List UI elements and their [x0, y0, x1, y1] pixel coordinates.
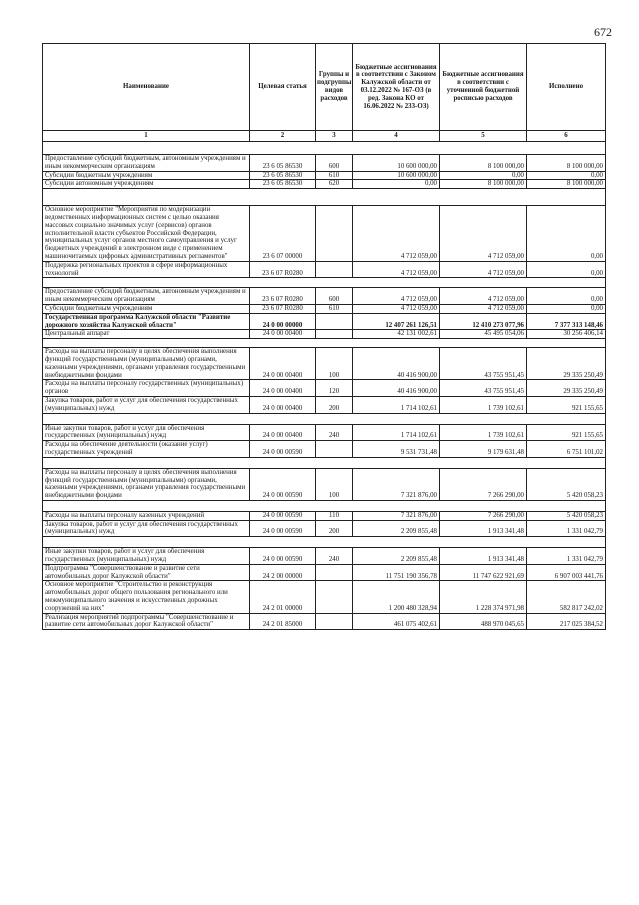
cell-refined: 1 739 102,61 [440, 396, 527, 413]
cell-executed: 1 331 042,79 [527, 520, 606, 537]
cell-name: Расходы на выплаты персоналу государственных (муниципальных) органов [43, 380, 250, 397]
cell-executed: 0,00 [527, 171, 606, 180]
table-row [43, 288, 606, 305]
cell-law: 4 712 059,00 [353, 261, 440, 278]
cell-law: 7 321 876,00 [353, 468, 440, 500]
cell-refined: 45 495 054,06 [440, 330, 527, 339]
cell-refined: 1 228 374 971,98 [440, 581, 527, 613]
cell-executed: 8 100 000,00 [527, 180, 606, 189]
spacer-row [43, 278, 606, 288]
cell-group: 200 [316, 396, 353, 413]
cell-executed: 29 335 250,49 [527, 380, 606, 397]
cell-refined: 43 755 951,45 [440, 380, 527, 397]
cell-group [316, 581, 353, 613]
cell-article: 24 2 01 00000 [250, 581, 316, 613]
cell-article: 24 0 00 00400 [250, 380, 316, 397]
cell-refined: 488 970 045,65 [440, 613, 527, 630]
page-number: 672 [594, 25, 612, 39]
cell-name: Расходы на обеспечение деятельности (оказание услуг) государственных учреждений [43, 441, 250, 458]
cell-name: Расходы на выплаты персоналу в целях обеспечения выполнения функций государственными (муниципальными) органами, казенными учреждениями, органами управления государственными внебюджетными фондами [43, 348, 250, 380]
cell-executed: 6 751 101,02 [527, 441, 606, 458]
cell-article: 24 0 00 00590 [250, 548, 316, 565]
cell-article: 23 6 05 86530 [250, 155, 316, 172]
cell-executed: 0,00 [527, 304, 606, 313]
cell-executed: 582 817 242,02 [527, 581, 606, 613]
cell-executed: 217 025 384,52 [527, 613, 606, 630]
cell-law: 12 407 261 126,51 [353, 313, 440, 330]
table-row [43, 548, 606, 565]
cell-refined: 1 913 341,48 [440, 520, 527, 537]
cell-law: 461 075 402,61 [353, 613, 440, 630]
cell-article: 24 0 00 00590 [250, 441, 316, 458]
cell-refined: 4 712 059,00 [440, 206, 527, 262]
column-number: 5 [440, 131, 527, 142]
spacer-row [43, 457, 606, 468]
cell-executed: 6 907 003 441,76 [527, 564, 606, 581]
cell-executed: 7 377 313 148,46 [527, 313, 606, 330]
spacer-row [43, 537, 606, 548]
spacer-row [43, 142, 606, 155]
cell-article: 24 0 00 00590 [250, 511, 316, 520]
spacer-row [43, 413, 606, 424]
cell-group: 600 [316, 288, 353, 305]
cell-law: 1 714 102,61 [353, 424, 440, 441]
cell-law: 11 751 190 356,78 [353, 564, 440, 581]
cell-executed: 30 256 406,14 [527, 330, 606, 339]
spacer-row [43, 339, 606, 348]
column-number: 6 [527, 131, 606, 142]
table-row [43, 441, 606, 458]
cell-executed: 8 100 000,00 [527, 155, 606, 172]
cell-name: Основное мероприятие "Мероприятия по модернизации ведомственных информационных систем с целью оказания массовых социально значимых услуг (сервисов) органов исполнительной власти субъектов Российской Федерации, муниципальных услуг органов местного самоуправления и услуг бюджетных учреждений в электронном виде с применением машиночитаемых цифровых административных регламентов" [43, 206, 250, 262]
header-executed: Исполнено [527, 44, 606, 131]
cell-refined: 8 100 000,00 [440, 180, 527, 189]
cell-group: 120 [316, 380, 353, 397]
cell-article: 24 0 00 00400 [250, 330, 316, 339]
cell-refined: 1 913 341,48 [440, 548, 527, 565]
cell-name: Иные закупки товаров, работ и услуг для обеспечения государственных (муниципальных) нужд [43, 548, 250, 565]
cell-group: 100 [316, 348, 353, 380]
cell-group [316, 261, 353, 278]
cell-group: 610 [316, 171, 353, 180]
cell-group: 240 [316, 424, 353, 441]
cell-executed: 921 155,65 [527, 424, 606, 441]
cell-executed: 0,00 [527, 288, 606, 305]
cell-law: 4 712 059,00 [353, 206, 440, 262]
header-refined: Бюджетные ассигнования в соответствии с уточненной бюджетной росписью расходов [440, 44, 527, 131]
cell-name: Субсидии бюджетным учреждениям [43, 304, 250, 313]
cell-article: 23 6 07 R0280 [250, 304, 316, 313]
column-number-row [43, 131, 606, 142]
column-number: 4 [353, 131, 440, 142]
cell-law: 4 712 059,00 [353, 288, 440, 305]
cell-article: 24 0 00 00000 [250, 313, 316, 330]
cell-law: 1 714 102,61 [353, 396, 440, 413]
cell-executed: 29 335 250,49 [527, 348, 606, 380]
cell-group: 620 [316, 180, 353, 189]
cell-refined: 8 100 000,00 [440, 155, 527, 172]
cell-name: Поддержка региональных проектов в сфере информационных технологий [43, 261, 250, 278]
cell-law: 0,00 [353, 180, 440, 189]
table-row [43, 155, 606, 172]
cell-group: 240 [316, 548, 353, 565]
cell-group [316, 313, 353, 330]
cell-refined: 9 179 631,48 [440, 441, 527, 458]
cell-refined: 4 712 059,00 [440, 261, 527, 278]
table-row [43, 180, 606, 189]
cell-law: 10 600 000,00 [353, 155, 440, 172]
budget-table [42, 43, 606, 630]
cell-group [316, 613, 353, 630]
cell-executed: 1 331 042,79 [527, 548, 606, 565]
cell-name: Основное мероприятие "Строительство и реконструкция автомобильных дорог общего пользования регионального или межмуниципального значения и искусственных дорожных сооружений на них" [43, 581, 250, 613]
cell-group [316, 441, 353, 458]
cell-name: Закупка товаров, работ и услуг для обеспечения государственных (муниципальных) нужд [43, 396, 250, 413]
cell-name: Государственная программа Калужской области "Развитие дорожного хозяйства Калужской области" [43, 313, 250, 330]
cell-law: 40 416 900,00 [353, 380, 440, 397]
cell-law: 40 416 900,00 [353, 348, 440, 380]
spacer-row [43, 500, 606, 511]
table-row [43, 613, 606, 630]
header-law: Бюджетные ассигнования в соответствии с Законом Калужской области от 03.12.2022 № 167-ОЗ (в ред. Закона КО от 16.06.2022 № 233-ОЗ) [353, 44, 440, 131]
table-row [43, 511, 606, 520]
cell-article: 23 6 05 86530 [250, 180, 316, 189]
cell-refined: 4 712 059,00 [440, 304, 527, 313]
cell-refined: 7 266 290,00 [440, 468, 527, 500]
cell-law: 2 209 855,48 [353, 520, 440, 537]
cell-refined: 1 739 102,61 [440, 424, 527, 441]
table-row [43, 520, 606, 537]
table-row [43, 304, 606, 313]
cell-executed: 5 420 058,23 [527, 468, 606, 500]
cell-refined: 0,00 [440, 171, 527, 180]
header-article: Целевая статья [250, 44, 316, 131]
cell-article: 24 2 01 85000 [250, 613, 316, 630]
cell-group [316, 206, 353, 262]
cell-refined: 11 747 622 921,69 [440, 564, 527, 581]
table-row [43, 468, 606, 500]
table-row [43, 261, 606, 278]
cell-name: Предоставление субсидий бюджетным, автономным учреждениям и иным некоммерческим организациям [43, 288, 250, 305]
cell-law: 7 321 876,00 [353, 511, 440, 520]
table-row [43, 330, 606, 339]
cell-name: Предоставление субсидий бюджетным, автономным учреждениям и иным некоммерческим организациям [43, 155, 250, 172]
cell-group [316, 564, 353, 581]
cell-law: 1 200 480 328,94 [353, 581, 440, 613]
header-name: Наименование [43, 44, 250, 131]
cell-article: 24 2 00 00000 [250, 564, 316, 581]
table-header-row [43, 44, 606, 131]
table-row [43, 396, 606, 413]
cell-name: Закупка товаров, работ и услуг для обеспечения государственных (муниципальных) нужд [43, 520, 250, 537]
cell-article: 24 0 00 00400 [250, 396, 316, 413]
table-row [43, 581, 606, 613]
cell-group [316, 330, 353, 339]
cell-law: 42 131 002,61 [353, 330, 440, 339]
cell-law: 2 209 855,48 [353, 548, 440, 565]
cell-refined: 7 266 290,00 [440, 511, 527, 520]
cell-article: 23 6 05 86530 [250, 171, 316, 180]
cell-law: 4 712 059,00 [353, 304, 440, 313]
cell-law: 10 600 000,00 [353, 171, 440, 180]
cell-name: Расходы на выплаты персоналу в целях обеспечения выполнения функций государственными (муниципальными) органами, казенными учреждениями, органами управления государственными внебюджетными фондами [43, 468, 250, 500]
cell-article: 23 6 07 R0280 [250, 261, 316, 278]
table-row [43, 171, 606, 180]
cell-name: Центральный аппарат [43, 330, 250, 339]
cell-group: 100 [316, 468, 353, 500]
column-number: 2 [250, 131, 316, 142]
table-row [43, 564, 606, 581]
column-number: 1 [43, 131, 250, 142]
table-row [43, 424, 606, 441]
cell-article: 24 0 00 00590 [250, 520, 316, 537]
cell-group: 600 [316, 155, 353, 172]
cell-name: Реализация мероприятий подпрограммы "Совершенствование и развитие сети автомобильных дорог Калужской области" [43, 613, 250, 630]
cell-article: 23 6 07 00000 [250, 206, 316, 262]
table-row [43, 206, 606, 262]
cell-article: 24 0 00 00590 [250, 468, 316, 500]
cell-law: 9 531 731,48 [353, 441, 440, 458]
cell-article: 23 6 07 R0280 [250, 288, 316, 305]
cell-article: 24 0 00 00400 [250, 348, 316, 380]
column-number: 3 [316, 131, 353, 142]
header-group: Группы и подгруппы видов расходов [316, 44, 353, 131]
cell-refined: 43 755 951,45 [440, 348, 527, 380]
cell-name: Расходы на выплаты персоналу казенных учреждений [43, 511, 250, 520]
cell-executed: 5 420 058,23 [527, 511, 606, 520]
cell-name: Подпрограмма "Совершенствование и развитие сети автомобильных дорог Калужской области" [43, 564, 250, 581]
cell-group: 610 [316, 304, 353, 313]
table-row [43, 380, 606, 397]
cell-executed: 0,00 [527, 206, 606, 262]
cell-group: 200 [316, 520, 353, 537]
cell-group: 110 [316, 511, 353, 520]
cell-refined: 12 410 273 077,96 [440, 313, 527, 330]
cell-refined: 4 712 059,00 [440, 288, 527, 305]
cell-name: Субсидии бюджетным учреждениям [43, 171, 250, 180]
cell-article: 24 0 00 00400 [250, 424, 316, 441]
table-row [43, 313, 606, 330]
cell-executed: 0,00 [527, 261, 606, 278]
cell-executed: 921 155,65 [527, 396, 606, 413]
cell-name: Иные закупки товаров, работ и услуг для обеспечения государственных (муниципальных) нужд [43, 424, 250, 441]
spacer-row [43, 189, 606, 206]
cell-name: Субсидии автономным учреждениям [43, 180, 250, 189]
table-row [43, 348, 606, 380]
